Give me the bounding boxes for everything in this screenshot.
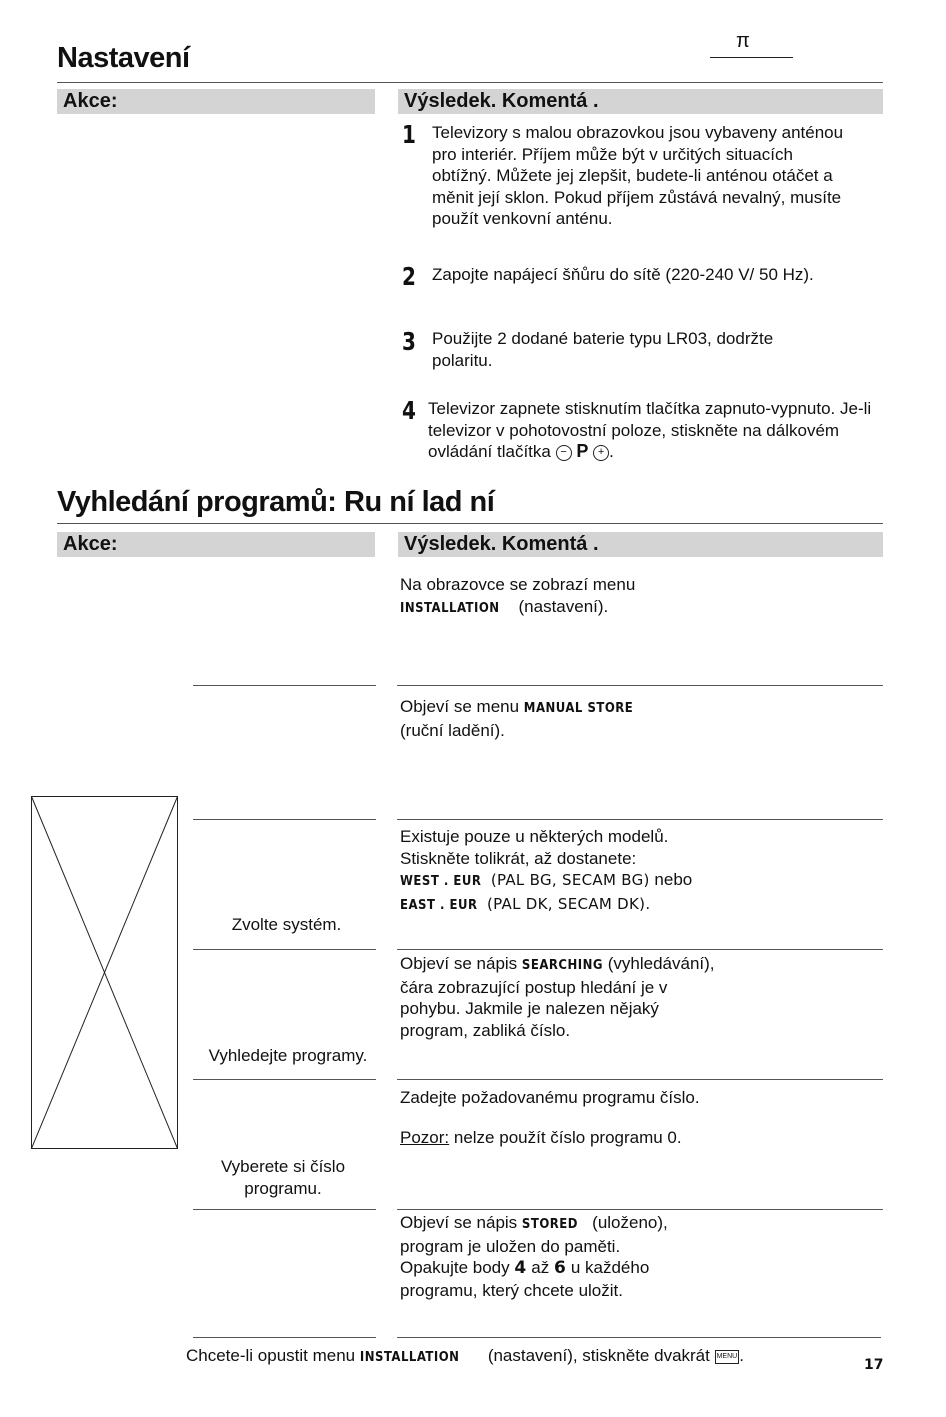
result-line: (uloženo), (592, 1213, 668, 1232)
status-keyword: SEARCHING (521, 958, 603, 973)
section2-rule (57, 523, 883, 524)
result-line: Zadejte požadovanému programu číslo. (400, 1088, 700, 1107)
action-text: Vyhledejte programy. (208, 1046, 368, 1065)
plus-button-icon: + (593, 445, 609, 461)
result-line: Objeví se nápis (400, 1213, 518, 1232)
footer-line: . (739, 1346, 744, 1365)
step-text: Použijte 2 dodané baterie typu LR03, dodržte polaritu. (432, 329, 774, 370)
result-text (400, 953, 720, 1041)
result-text (400, 1087, 700, 1148)
result-text (400, 826, 880, 916)
footer-line: Chcete-li opustit menu (186, 1346, 356, 1365)
row-divider (397, 685, 883, 686)
row-divider (193, 1079, 376, 1080)
system-keyword: WEST . EUR (400, 874, 482, 889)
row-divider (397, 819, 883, 820)
footer-line: (nastavení), stiskněte dvakrát (487, 1346, 710, 1365)
corner-mark: π (736, 30, 750, 52)
row-divider (397, 949, 883, 950)
result-line: nebo (654, 870, 693, 889)
row-divider (193, 1209, 376, 1210)
result-line: Objeví se nápis (400, 954, 518, 973)
result-line: (ruční ladění). (400, 720, 505, 740)
note-label: Pozor: (400, 1127, 450, 1147)
minus-button-icon: − (556, 445, 572, 461)
step-ref: 4 (514, 1258, 527, 1278)
row-divider (397, 1079, 883, 1080)
akce-header: Akce: (57, 532, 375, 557)
image-placeholder (31, 796, 179, 1150)
note-text: nelze použít číslo programu 0. (453, 1127, 682, 1147)
result-line: program je uložen do paměti. (400, 1236, 621, 1256)
row-divider (193, 819, 376, 820)
menu-button-icon: MENU (715, 1350, 740, 1364)
system-value: (PAL BG, SECAM BG) (490, 871, 650, 889)
row-divider (397, 1337, 881, 1338)
step-text-body: Televizor zapnete stisknutím tlačítka zapnuto-vypnuto. Je-li televizor v pohotovostní poloze, stiskněte na dálkovém ovládání tlačítka (428, 399, 872, 461)
step-number: 2 (402, 262, 416, 291)
step-text-end: . (609, 442, 614, 461)
status-keyword: STORED (521, 1217, 578, 1232)
step-text: Televizory s malou obrazovkou jsou vybaveny anténou pro interiér. Příjem může být v určitých situacích obtížný. Můžete jej zlepšit, budete-li anténou otáčet a měnit její sklon. Pokud příjem zůstává nevalný, musíte použít venkovní anténu. (432, 123, 844, 228)
result-line: Na obrazovce se zobrazí menu (400, 575, 636, 594)
step-ref: 6 (553, 1258, 567, 1278)
result-line: Existuje pouze u některých modelů. (400, 827, 669, 846)
step-number: 4 (402, 396, 416, 425)
menu-keyword: MANUAL STORE (523, 701, 634, 716)
step-text (428, 398, 883, 463)
action-text: Vyberete si číslo programu. (220, 1157, 346, 1198)
result-text (400, 574, 870, 619)
result-line: (vyhledávání), čára zobrazující postup hledání je v pohybu. Jakmile je nalezen nějaký program, zabliká číslo. (400, 954, 715, 1040)
row-divider (193, 949, 376, 950)
section-title: Vyhledání programů: Ru ní lad ní (57, 486, 495, 518)
action-text: Zvolte systém. (231, 915, 342, 934)
menu-keyword: INSTALLATION (359, 1350, 460, 1365)
result-line: u každého (570, 1258, 650, 1277)
row-divider (193, 685, 376, 686)
p-button-label: P (576, 441, 589, 461)
result-line: až (531, 1258, 550, 1277)
step-number: 3 (402, 327, 416, 356)
result-header: Výsledek. Komentá . (398, 89, 883, 114)
footer-text (186, 1345, 826, 1369)
result-text (400, 1212, 880, 1301)
corner-rule (710, 57, 793, 58)
result-line: Objeví se menu (400, 697, 520, 716)
result-header: Výsledek. Komentá . (398, 532, 883, 557)
result-line: Opakujte body (400, 1258, 510, 1277)
menu-keyword: INSTALLATION (400, 600, 500, 616)
section1-rule (57, 82, 883, 83)
step-text: Zapojte napájecí šňůru do sítě (220-240 V/ 50 Hz). (432, 265, 814, 284)
row-divider (397, 1209, 883, 1210)
system-keyword: EAST . EUR (400, 897, 478, 913)
result-line: Stiskněte tolikrát, až dostanete: (400, 848, 637, 868)
row-divider (193, 1337, 376, 1338)
step-number: 1 (402, 120, 416, 149)
page-number: 17 (864, 1357, 884, 1373)
page-title: Nastavení (57, 42, 190, 74)
result-text (400, 696, 870, 741)
system-value: (PAL DK, SECAM DK). (486, 894, 651, 913)
result-line: (nastavení). (518, 596, 609, 616)
akce-header: Akce: (57, 89, 375, 114)
result-line: programu, který chcete uložit. (400, 1280, 623, 1300)
